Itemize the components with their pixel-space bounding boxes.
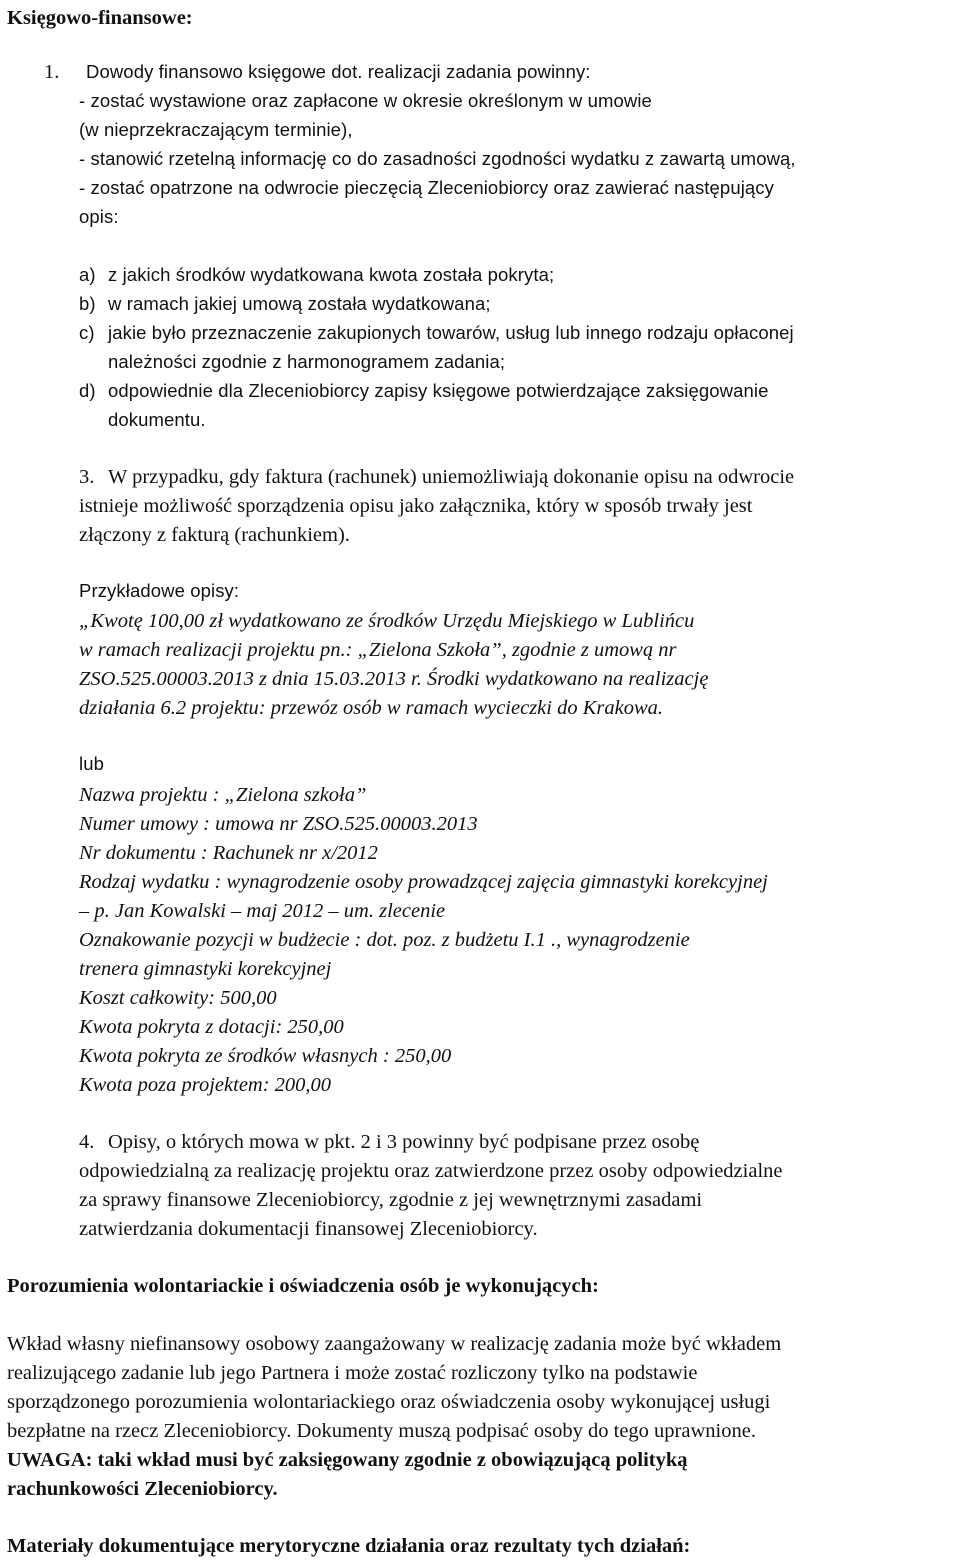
- item-3-line: W przypadku, gdy faktura (rachunek) uniemożliwiają dokonanie opisu na odwrocie: [108, 466, 795, 488]
- example-1-line: ZSO.525.00003.2013 z dnia 15.03.2013 r. Środki wydatkowano na realizację: [79, 668, 709, 690]
- example-1-line: działania 6.2 projektu: przewóz osób w ramach wycieczki do Krakowa.: [79, 697, 664, 719]
- section-heading-materials: Materiały dokumentujące merytoryczne działania oraz rezultaty tych działań:: [7, 1535, 691, 1557]
- volunteer-paragraph-line: sporządzonego porozumienia wolontariackiego oraz oświadczenia osoby wykonującej usługi: [7, 1391, 771, 1413]
- example-2-line: Rodzaj wydatku : wynagrodzenie osoby prowadzącej zajęcia gimnastyki korekcyjnej: [79, 871, 768, 893]
- item-4-line: zatwierdzania dokumentacji finansowej Zleceniobiorcy.: [79, 1218, 538, 1240]
- example-1-line: w ramach realizacji projektu pn.: „Zielona Szkoła”, zgodnie z umową nr: [79, 639, 677, 661]
- sublist-item-text: odpowiednie dla Zleceniobiorcy zapisy księgowe potwierdzające zaksięgowanie: [108, 380, 769, 401]
- example-2-line: Numer umowy : umowa nr ZSO.525.00003.2013: [79, 813, 478, 835]
- text-span: - zostać wystawione oraz zapłacone w okresie określonym w umowie: [79, 90, 652, 111]
- example-2-line: Nr dokumentu : Rachunek nr x/2012: [79, 842, 378, 864]
- item-1-line: - zostać opatrzone na odwrocie pieczęcią Zleceniobiorcy oraz zawierać następujący: [79, 177, 775, 198]
- example-2-line: Oznakowanie pozycji w budżecie : dot. poz. z budżetu I.1 ., wynagrodzenie: [79, 929, 690, 951]
- item-4-number: 4.: [79, 1131, 95, 1153]
- sublist-marker: c): [79, 322, 95, 343]
- example-2-line: – p. Jan Kowalski – maj 2012 – um. zlecenie: [79, 900, 446, 922]
- sublist-item-text: należności zgodnie z harmonogramem zadania;: [108, 351, 506, 372]
- sublist-item-text: dokumentu.: [108, 409, 206, 430]
- item-3-number: 3.: [79, 466, 95, 488]
- item-1-line: - stanowić rzetelną informację co do zasadności zgodności wydatku z zawartą umową,: [79, 148, 796, 169]
- example-1-line: „Kwotę 100,00 zł wydatkowano ze środków Urzędu Miejskiego w Lublińcu: [79, 610, 695, 632]
- volunteer-paragraph-line: bezpłatne na rzecz Zleceniobiorcy. Dokumenty muszą podpisać osoby do tego uprawnione.: [7, 1420, 756, 1442]
- example-2-line: Kwota pokryta ze środków własnych : 250,00: [79, 1045, 452, 1067]
- item-1-line: [79, 92, 955, 111]
- sublist-item-text: w ramach jakiej umową została wydatkowana;: [108, 293, 491, 314]
- sublist-marker: a): [79, 264, 96, 285]
- or-separator: lub: [79, 753, 104, 774]
- sublist-marker: b): [79, 293, 96, 314]
- item-1-number: 1.: [44, 61, 60, 83]
- volunteer-paragraph-line: Wkład własny niefinansowy osobowy zaangażowany w realizację zadania może być wkładem: [7, 1333, 782, 1355]
- item-4-line: za sprawy finansowe Zleceniobiorcy, zgodnie z jej wewnętrznymi zasadami: [79, 1189, 703, 1211]
- sublist-item-text: jakie było przeznaczenie zakupionych towarów, usług lub innego rodzaju opłaconej: [108, 322, 794, 343]
- item-4-line: Opisy, o których mowa w pkt. 2 i 3 powinny być podpisane przez osobę: [108, 1131, 700, 1153]
- warning-line: rachunkowości Zleceniobiorcy.: [7, 1478, 278, 1500]
- example-2-line: Koszt całkowity: 500,00: [79, 987, 277, 1009]
- sublist-item-text: z jakich środków wydatkowana kwota została pokryta;: [108, 264, 555, 285]
- item-3-line: istnieje możliwość sporządzenia opisu jako załącznika, który w sposób trwały jest: [79, 495, 753, 517]
- section-heading-accounting: Księgowo-finansowe:: [7, 7, 193, 29]
- examples-heading: Przykładowe opisy:: [79, 580, 240, 601]
- item-3-line: złączony z fakturą (rachunkiem).: [79, 524, 350, 546]
- item-1-line: opis:: [79, 206, 119, 227]
- item-1-line: (w nieprzekraczającym terminie),: [79, 119, 353, 140]
- volunteer-paragraph-line: realizującego zadanie lub jego Partnera i może zostać rozliczony tylko na podstawie: [7, 1362, 698, 1384]
- example-2-line: trenera gimnastyki korekcyjnej: [79, 958, 332, 980]
- item-4-line: odpowiedzialną za realizację projektu oraz zatwierdzone przez osoby odpowiedzialne: [79, 1160, 783, 1182]
- warning-line: UWAGA: taki wkład musi być zaksięgowany zgodnie z obowiązującą polityką: [7, 1449, 688, 1471]
- section-heading-volunteer: Porozumienia wolontariackie i oświadczenia osób je wykonujących:: [7, 1275, 599, 1297]
- example-2-line: Nazwa projektu : „Zielona szkoła”: [79, 784, 367, 806]
- example-2-line: Kwota poza projektem: 200,00: [79, 1074, 332, 1096]
- sublist-marker: d): [79, 380, 96, 401]
- example-2-line: Kwota pokryta z dotacji: 250,00: [79, 1016, 344, 1038]
- item-1-lead: Dowody finansowo księgowe dot. realizacji zadania powinny:: [86, 61, 591, 82]
